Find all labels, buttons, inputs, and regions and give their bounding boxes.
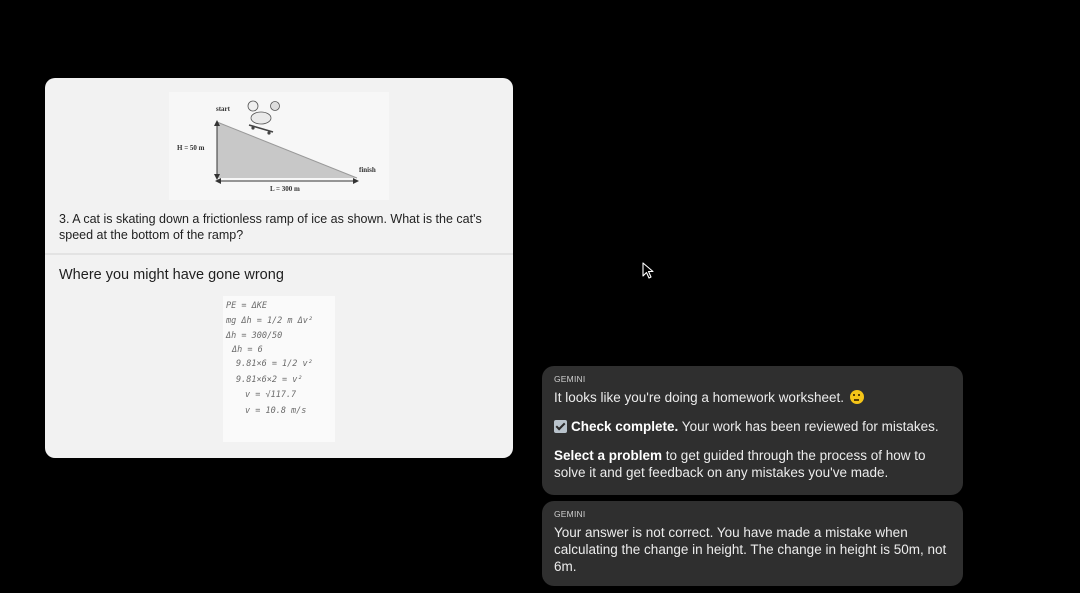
worksheet-panel[interactable] xyxy=(45,78,513,458)
work-line: Δh = 300/50 xyxy=(226,331,283,341)
mouse-pointer-icon xyxy=(642,262,654,284)
finish-label: finish xyxy=(359,166,376,174)
length-label: L = 300 m xyxy=(270,185,300,193)
work-line: 9.81×6×2 = v² xyxy=(236,375,303,385)
problem-text[interactable]: 3. A cat is skating down a frictionless ramp of ice as shown. What is the cat's speed at the bottom of the ramp? xyxy=(59,212,482,242)
message-text: Your answer is not correct. You have made a mistake when calculating the change in height. The change in height is 50m, not 6m. xyxy=(554,525,947,574)
checkbox-checked-icon xyxy=(554,420,567,433)
handwritten-work xyxy=(223,296,335,442)
work-line: PE = ΔKE xyxy=(226,301,267,311)
thinking-face-emoji xyxy=(850,390,864,404)
check-status-text: Your work has been reviewed for mistakes. xyxy=(678,419,939,434)
check-status-line xyxy=(554,418,951,435)
sender-label: GEMINI xyxy=(554,374,586,384)
feedback-heading: Where you might have gone wrong xyxy=(59,267,284,283)
work-line: Δh = 6 xyxy=(232,345,263,355)
start-label: start xyxy=(216,105,230,113)
work-line: 9.81×6 = 1/2 v² xyxy=(236,359,313,369)
cat-on-skateboard-icon xyxy=(248,101,280,135)
instruction-line xyxy=(554,447,951,481)
sender-label: GEMINI xyxy=(554,509,586,519)
work-line: v = 10.8 m/s xyxy=(245,406,307,416)
ramp-figure xyxy=(169,92,389,200)
message-text: It looks like you're doing a homework worksheet. xyxy=(554,390,844,405)
message-line xyxy=(554,389,951,406)
divider xyxy=(45,253,513,255)
instruction-text: to get guided through the process of how to solve it and get feedback on any mistakes you've made. xyxy=(554,448,926,480)
chat-message[interactable] xyxy=(542,366,963,495)
check-status-label: Check complete. xyxy=(571,419,679,434)
chat-message[interactable] xyxy=(542,501,963,586)
work-line: mg Δh = 1/2 m Δv² xyxy=(226,316,313,326)
work-line: v = √117.7 xyxy=(245,390,297,400)
select-problem-label: Select a problem xyxy=(554,448,663,463)
height-label: H = 50 m xyxy=(177,144,205,152)
